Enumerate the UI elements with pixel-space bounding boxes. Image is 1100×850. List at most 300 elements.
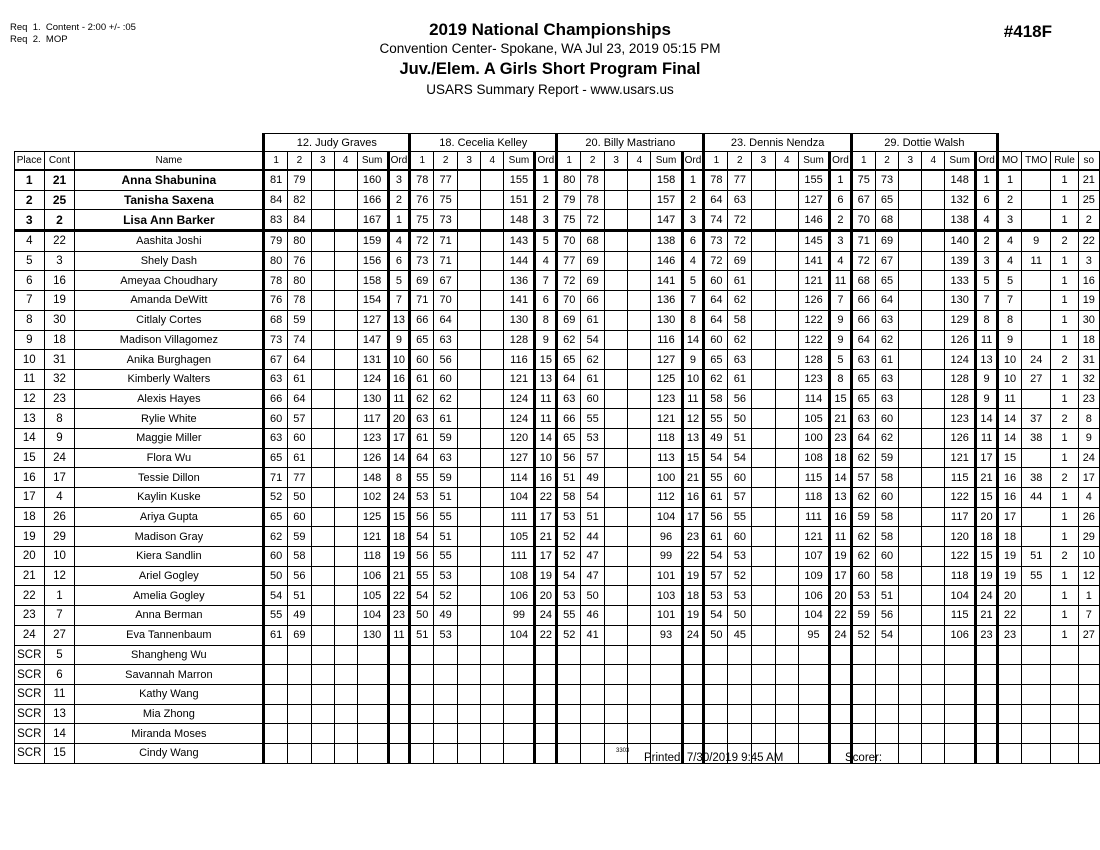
- table-row[interactable]: [15, 684, 1100, 704]
- header-spacer: [1078, 134, 1099, 152]
- cell-j5-score3: [899, 586, 922, 606]
- cell-j5-score2: [875, 645, 899, 665]
- cell-j5-score4: [922, 271, 945, 291]
- cell-j1-score3: [311, 724, 334, 744]
- column-header-j3-sum: Sum: [651, 152, 682, 171]
- cell-j1-ord: [388, 665, 410, 685]
- cell-name: Citlaly Cortes: [75, 310, 264, 330]
- cell-tmo: [1022, 271, 1051, 291]
- cell-j3-score2: 54: [581, 488, 605, 508]
- cell-j4-ord: 19: [830, 547, 852, 567]
- cell-j1-ord: 18: [388, 527, 410, 547]
- cell-j4-score1: 61: [704, 527, 728, 547]
- cell-rule: 2: [1051, 547, 1078, 567]
- cell-j4-score1: [704, 684, 728, 704]
- cell-j2-score4: [481, 507, 504, 527]
- cell-j5-score4: [922, 251, 945, 271]
- cell-j4-score4: [775, 527, 798, 547]
- cell-j1-score1: 67: [264, 350, 288, 370]
- cell-j2-score1: 66: [410, 310, 434, 330]
- cell-j2-score4: [481, 743, 504, 763]
- table-row[interactable]: [15, 310, 1100, 330]
- cell-j3-score3: [605, 291, 628, 311]
- cell-j3-score3: [605, 448, 628, 468]
- cell-j1-ord: 21: [388, 566, 410, 586]
- cell-j4-score3: [752, 350, 775, 370]
- cell-mo: 4: [997, 231, 1021, 252]
- cell-cont: 15: [44, 743, 75, 763]
- cell-j2-score1: [410, 684, 434, 704]
- cell-j5-score4: [922, 190, 945, 210]
- cell-j1-score2: 76: [288, 251, 312, 271]
- column-header-j3-3: 3: [605, 152, 628, 171]
- cell-so: 21: [1078, 170, 1099, 190]
- cell-j3-score1: 52: [557, 527, 581, 547]
- cell-j5-score4: [922, 743, 945, 763]
- table-row[interactable]: [15, 251, 1100, 271]
- cell-j3-sum: [651, 665, 682, 685]
- cell-j2-score2: 56: [434, 350, 458, 370]
- cell-j2-sum: [504, 743, 535, 763]
- report-header: [0, 20, 1100, 99]
- cell-j1-score4: [334, 448, 357, 468]
- cell-j2-score2: 64: [434, 310, 458, 330]
- table-row[interactable]: [15, 409, 1100, 429]
- cell-j5-score1: 62: [851, 448, 875, 468]
- cell-j3-score1: 70: [557, 231, 581, 252]
- cell-name: Lisa Ann Barker: [75, 210, 264, 231]
- cell-j3-ord: 16: [682, 488, 704, 508]
- cell-j5-sum: 115: [945, 468, 976, 488]
- column-header-j4-4: 4: [775, 152, 798, 171]
- cell-so: 27: [1078, 625, 1099, 645]
- cell-j4-score2: 53: [728, 547, 752, 567]
- table-row[interactable]: [15, 369, 1100, 389]
- cell-j2-score4: [481, 625, 504, 645]
- table-row[interactable]: [15, 527, 1100, 547]
- cell-j1-score4: [334, 231, 357, 252]
- cell-j5-score3: [899, 724, 922, 744]
- cell-j2-score2: [434, 645, 458, 665]
- cell-j2-score1: 76: [410, 190, 434, 210]
- cell-rule: [1051, 645, 1078, 665]
- cell-name: Mia Zhong: [75, 704, 264, 724]
- cell-j5-score2: 67: [875, 251, 899, 271]
- table-row[interactable]: [15, 507, 1100, 527]
- cell-j2-score4: [481, 527, 504, 547]
- cell-j5-ord: 23: [976, 625, 998, 645]
- cell-j5-score4: [922, 645, 945, 665]
- cell-j3-score1: 77: [557, 251, 581, 271]
- cell-j1-score1: 52: [264, 488, 288, 508]
- cell-j4-score4: [775, 170, 798, 190]
- cell-j4-score3: [752, 507, 775, 527]
- cell-cont: 27: [44, 625, 75, 645]
- table-row[interactable]: [15, 170, 1100, 190]
- column-header-j5-ord: Ord: [976, 152, 998, 171]
- cell-j2-score3: [458, 231, 481, 252]
- cell-rule: [1051, 665, 1078, 685]
- cell-j1-score1: 78: [264, 271, 288, 291]
- cell-j2-score1: 53: [410, 488, 434, 508]
- cell-j1-score1: 65: [264, 448, 288, 468]
- cell-j5-score3: [899, 428, 922, 448]
- cell-j1-score1: 80: [264, 251, 288, 271]
- cell-j1-sum: 166: [357, 190, 388, 210]
- cell-cont: 22: [44, 231, 75, 252]
- cell-j5-score2: 68: [875, 210, 899, 231]
- cell-j4-sum: 105: [798, 409, 829, 429]
- cell-j4-score3: [752, 291, 775, 311]
- cell-j1-ord: [388, 724, 410, 744]
- cell-j2-score2: 70: [434, 291, 458, 311]
- cell-j1-score1: [264, 684, 288, 704]
- cell-j5-ord: 2: [976, 231, 998, 252]
- cell-j3-score3: [605, 310, 628, 330]
- cell-j4-score2: 52: [728, 566, 752, 586]
- cell-j3-score4: [628, 586, 651, 606]
- column-header-j4-3: 3: [752, 152, 775, 171]
- cell-j3-score4: [628, 684, 651, 704]
- cell-rule: [1051, 684, 1078, 704]
- table-row[interactable]: [15, 488, 1100, 508]
- cell-j1-ord: 11: [388, 625, 410, 645]
- cell-rule: [1051, 743, 1078, 763]
- cell-j3-score3: [605, 507, 628, 527]
- cell-j3-ord: 19: [682, 606, 704, 626]
- cell-j2-score2: [434, 684, 458, 704]
- cell-j4-score1: 61: [704, 488, 728, 508]
- cell-j1-score3: [311, 527, 334, 547]
- cell-j2-score3: [458, 389, 481, 409]
- header-spacer: [1022, 134, 1051, 152]
- cell-j5-sum: 120: [945, 527, 976, 547]
- cell-mo: 2: [997, 190, 1021, 210]
- cell-j1-score3: [311, 190, 334, 210]
- cell-rule: 1: [1051, 448, 1078, 468]
- cell-j1-score1: 63: [264, 369, 288, 389]
- cell-j1-score3: [311, 330, 334, 350]
- cell-j5-score4: [922, 488, 945, 508]
- cell-j1-score3: [311, 428, 334, 448]
- table-row[interactable]: [15, 743, 1100, 763]
- judge-name-header-5: 29. Dottie Walsh: [851, 134, 997, 152]
- cell-so: 25: [1078, 190, 1099, 210]
- table-row[interactable]: [15, 389, 1100, 409]
- cell-j1-sum: 148: [357, 468, 388, 488]
- cell-j2-ord: 4: [535, 251, 557, 271]
- table-row[interactable]: [15, 645, 1100, 665]
- cell-so: [1078, 743, 1099, 763]
- cell-j1-score3: [311, 488, 334, 508]
- cell-j1-score2: 60: [288, 507, 312, 527]
- cell-j4-ord: [830, 704, 852, 724]
- cell-j3-ord: 22: [682, 547, 704, 567]
- cell-j5-sum: 128: [945, 389, 976, 409]
- cell-j3-sum: 127: [651, 350, 682, 370]
- column-header-mo: MO: [997, 152, 1021, 171]
- cell-j1-score2: [288, 645, 312, 665]
- cell-so: 29: [1078, 527, 1099, 547]
- cell-j4-ord: 13: [830, 488, 852, 508]
- table-row[interactable]: [15, 547, 1100, 567]
- cell-j5-ord: [976, 743, 998, 763]
- cell-j1-ord: 15: [388, 507, 410, 527]
- cell-mo: 11: [997, 389, 1021, 409]
- cell-j3-sum: 157: [651, 190, 682, 210]
- cell-rule: 1: [1051, 170, 1078, 190]
- cell-j3-score4: [628, 724, 651, 744]
- cell-j4-score2: [728, 724, 752, 744]
- cell-j4-score4: [775, 291, 798, 311]
- table-row[interactable]: [15, 210, 1100, 231]
- cell-place: SCR: [15, 724, 45, 744]
- cell-j4-score4: [775, 625, 798, 645]
- cell-j5-score3: [899, 409, 922, 429]
- table-row[interactable]: [15, 190, 1100, 210]
- cell-j1-ord: [388, 704, 410, 724]
- cell-name: Anna Berman: [75, 606, 264, 626]
- cell-j4-sum: 128: [798, 350, 829, 370]
- cell-j2-score4: [481, 566, 504, 586]
- cell-j2-score3: [458, 369, 481, 389]
- cell-j2-score3: [458, 291, 481, 311]
- cell-place: 14: [15, 428, 45, 448]
- cell-j4-sum: 108: [798, 448, 829, 468]
- cell-j3-ord: 4: [682, 251, 704, 271]
- cell-j5-score4: [922, 566, 945, 586]
- cell-j3-score1: [557, 743, 581, 763]
- cell-j3-ord: [682, 645, 704, 665]
- cell-mo: 5: [997, 271, 1021, 291]
- scorer-label: Scorer:: [845, 752, 883, 764]
- cell-j2-score2: 55: [434, 507, 458, 527]
- cell-j4-ord: 3: [830, 231, 852, 252]
- cell-j1-ord: 22: [388, 586, 410, 606]
- cell-j5-score4: [922, 606, 945, 626]
- table-row[interactable]: [15, 231, 1100, 252]
- cell-j1-sum: 125: [357, 507, 388, 527]
- cell-j1-score1: 71: [264, 468, 288, 488]
- cell-j4-score3: [752, 566, 775, 586]
- cell-place: 19: [15, 527, 45, 547]
- cell-j3-ord: [682, 665, 704, 685]
- cell-j5-sum: 128: [945, 369, 976, 389]
- cell-rule: 1: [1051, 210, 1078, 231]
- cell-j1-score2: 74: [288, 330, 312, 350]
- cell-j5-score3: [899, 251, 922, 271]
- cell-j5-score2: 73: [875, 170, 899, 190]
- cell-j1-ord: 10: [388, 350, 410, 370]
- cell-j4-sum: 106: [798, 586, 829, 606]
- cell-j3-score3: [605, 684, 628, 704]
- cell-j1-score3: [311, 665, 334, 685]
- cell-j3-sum: 146: [651, 251, 682, 271]
- cell-j3-score3: [605, 665, 628, 685]
- cell-j3-score1: 65: [557, 350, 581, 370]
- cell-j3-sum: 130: [651, 310, 682, 330]
- cell-j2-sum: 155: [504, 170, 535, 190]
- cell-j1-sum: 160: [357, 170, 388, 190]
- cell-so: 19: [1078, 291, 1099, 311]
- cell-j4-score3: [752, 190, 775, 210]
- cell-mo: 9: [997, 330, 1021, 350]
- table-row[interactable]: [15, 350, 1100, 370]
- table-row[interactable]: [15, 468, 1100, 488]
- cell-so: 31: [1078, 350, 1099, 370]
- cell-j3-sum: 113: [651, 448, 682, 468]
- cell-j1-ord: 1: [388, 210, 410, 231]
- table-row[interactable]: [15, 428, 1100, 448]
- table-row[interactable]: [15, 448, 1100, 468]
- cell-j2-score3: [458, 743, 481, 763]
- cell-j2-sum: 111: [504, 507, 535, 527]
- cell-j4-sum: [798, 684, 829, 704]
- table-row[interactable]: [15, 291, 1100, 311]
- cell-j4-score4: [775, 330, 798, 350]
- cell-j3-ord: 6: [682, 231, 704, 252]
- cell-j4-score3: [752, 704, 775, 724]
- cell-j3-ord: 17: [682, 507, 704, 527]
- cell-j3-score4: [628, 645, 651, 665]
- table-row[interactable]: [15, 625, 1100, 645]
- cell-cont: 3: [44, 251, 75, 271]
- cell-j5-score1: [851, 724, 875, 744]
- cell-j1-score2: 59: [288, 527, 312, 547]
- event-number: #418F: [1003, 22, 1052, 41]
- table-row[interactable]: [15, 606, 1100, 626]
- cell-j3-sum: [651, 645, 682, 665]
- column-header-j4-sum: Sum: [798, 152, 829, 171]
- cell-j4-score1: 60: [704, 330, 728, 350]
- cell-j2-sum: 104: [504, 625, 535, 645]
- cell-j4-ord: 9: [830, 310, 852, 330]
- cell-j4-sum: 121: [798, 527, 829, 547]
- cell-j5-score3: [899, 665, 922, 685]
- cell-j5-sum: 118: [945, 566, 976, 586]
- cell-j2-score4: [481, 310, 504, 330]
- cell-j2-score3: [458, 330, 481, 350]
- cell-j2-ord: 2: [535, 190, 557, 210]
- cell-j1-score1: [264, 665, 288, 685]
- cell-tmo: [1022, 507, 1051, 527]
- cell-j3-score2: 72: [581, 210, 605, 231]
- cell-j2-sum: 143: [504, 231, 535, 252]
- cell-j4-sum: 107: [798, 547, 829, 567]
- cell-j1-score3: [311, 210, 334, 231]
- cell-place: 12: [15, 389, 45, 409]
- table-row[interactable]: [15, 566, 1100, 586]
- cell-mo: 14: [997, 409, 1021, 429]
- cell-j3-score2: 53: [581, 428, 605, 448]
- cell-j5-score4: [922, 350, 945, 370]
- cell-j4-ord: 17: [830, 566, 852, 586]
- cell-name: Amelia Gogley: [75, 586, 264, 606]
- cell-j2-score2: 77: [434, 170, 458, 190]
- cell-j2-score1: 62: [410, 389, 434, 409]
- cell-j3-ord: 19: [682, 566, 704, 586]
- cell-j3-score3: [605, 625, 628, 645]
- cell-j4-score3: [752, 468, 775, 488]
- cell-j3-score4: [628, 488, 651, 508]
- cell-j1-ord: 9: [388, 330, 410, 350]
- cell-j1-score3: [311, 448, 334, 468]
- table-row[interactable]: [15, 665, 1100, 685]
- cell-mo: [997, 684, 1021, 704]
- cell-cont: 26: [44, 507, 75, 527]
- cell-j1-score3: [311, 625, 334, 645]
- cell-j5-ord: [976, 684, 998, 704]
- cell-j2-score2: 60: [434, 369, 458, 389]
- table-row[interactable]: [15, 724, 1100, 744]
- cell-j1-score4: [334, 665, 357, 685]
- cell-j5-score4: [922, 468, 945, 488]
- cell-j4-score4: [775, 448, 798, 468]
- cell-j4-score2: 61: [728, 369, 752, 389]
- cell-j3-ord: 15: [682, 448, 704, 468]
- cell-j5-score4: [922, 231, 945, 252]
- cell-j5-score3: [899, 566, 922, 586]
- cell-place: 24: [15, 625, 45, 645]
- cell-j2-score3: [458, 170, 481, 190]
- table-row[interactable]: [15, 330, 1100, 350]
- cell-j2-score2: 73: [434, 210, 458, 231]
- cell-j1-sum: 154: [357, 291, 388, 311]
- cell-j4-score4: [775, 350, 798, 370]
- cell-j1-score4: [334, 724, 357, 744]
- cell-j1-ord: 14: [388, 448, 410, 468]
- cell-j5-score3: [899, 350, 922, 370]
- cell-place: 9: [15, 330, 45, 350]
- cell-j2-score1: 78: [410, 170, 434, 190]
- cell-j5-score2: [875, 665, 899, 685]
- cell-j4-sum: 145: [798, 231, 829, 252]
- cell-cont: 29: [44, 527, 75, 547]
- cell-j2-score3: [458, 310, 481, 330]
- cell-j4-score1: 54: [704, 606, 728, 626]
- cell-j1-score2: 79: [288, 170, 312, 190]
- cell-j1-score2: 57: [288, 409, 312, 429]
- cell-j3-sum: [651, 684, 682, 704]
- cell-j2-score3: [458, 428, 481, 448]
- cell-j1-ord: [388, 743, 410, 763]
- cell-tmo: 9: [1022, 231, 1051, 252]
- cell-j2-sum: 99: [504, 606, 535, 626]
- table-row[interactable]: [15, 704, 1100, 724]
- cell-j3-score2: 41: [581, 625, 605, 645]
- cell-j3-sum: 116: [651, 330, 682, 350]
- cell-j5-sum: 106: [945, 625, 976, 645]
- cell-tmo: [1022, 743, 1051, 763]
- table-row[interactable]: [15, 271, 1100, 291]
- cell-j3-score3: [605, 271, 628, 291]
- cell-j3-score4: [628, 271, 651, 291]
- cell-j1-score1: 60: [264, 409, 288, 429]
- cell-so: 17: [1078, 468, 1099, 488]
- cell-j1-sum: 105: [357, 586, 388, 606]
- cell-j3-score1: 66: [557, 409, 581, 429]
- table-row[interactable]: [15, 586, 1100, 606]
- cell-j1-score3: [311, 251, 334, 271]
- cell-tmo: 27: [1022, 369, 1051, 389]
- cell-name: Ariya Gupta: [75, 507, 264, 527]
- cell-j1-score1: [264, 704, 288, 724]
- cell-j1-score3: [311, 291, 334, 311]
- cell-j1-sum: 126: [357, 448, 388, 468]
- cell-j5-score1: [851, 665, 875, 685]
- cell-j1-score2: 84: [288, 210, 312, 231]
- cell-j1-score2: 82: [288, 190, 312, 210]
